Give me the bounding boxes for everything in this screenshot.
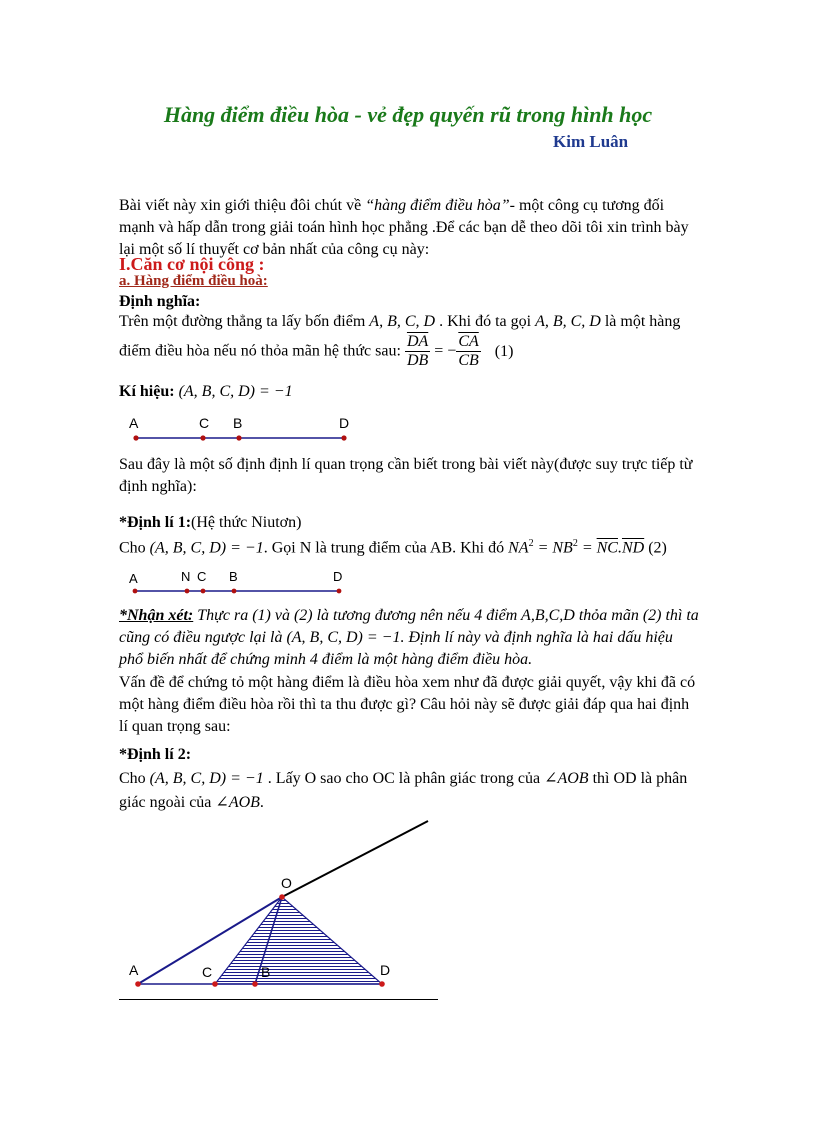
def-points-1: A, B, C, D: [369, 313, 436, 330]
equation-tag-1: (1): [494, 342, 514, 360]
document-title: [0, 102, 816, 128]
fraction-ca-cb: [456, 333, 480, 370]
t2-text-d: giác ngoài của: [119, 794, 216, 811]
t1-sq-1: 2: [528, 538, 534, 549]
t1-cond: (A, B, C, D) = −1: [149, 539, 264, 557]
frac1-denominator: DB: [406, 352, 429, 369]
remark-text-1: Thực ra (1) và (2) là tương đương nên nếu 4 điểm A,B,C,D thỏa mãn (2) thì ta cũng có điều ngược lại là: [119, 607, 699, 646]
theorem1-name: (Hệ thức Niutơn): [191, 514, 302, 531]
fig3-hatched-triangle: [215, 897, 382, 984]
t2-angle-2: ∠AOB: [215, 794, 260, 811]
fig3-point-a: [135, 981, 141, 987]
def-text-c: là một hàng: [600, 313, 681, 330]
t1-na: NA: [508, 539, 529, 557]
fig1-label-d: D: [339, 415, 350, 431]
intro-text-2: - một công cụ tương đối mạnh và hấp dẫn trong giải toán hình học phẳng .Để các bạn dễ theo dõi tôi xin trình bày lại một số lí thuyết cơ bản nhất của công cụ này:: [119, 197, 689, 258]
def-text-a: Trên một đường thẳng ta lấy bốn điểm: [119, 313, 370, 330]
t1-nc: $\overline{NC}$: [596, 539, 618, 557]
author-name: Kim Luân: [553, 132, 629, 151]
frac2-denominator: CB: [458, 352, 479, 369]
fig3-label-d: D: [380, 962, 391, 978]
fig1-point-b: [236, 435, 241, 440]
fig1-point-d: [341, 435, 346, 440]
fig2-point-n: [185, 589, 190, 594]
section-heading-1: I.Căn cơ nội công :: [119, 254, 265, 274]
after-figure1-paragraph: Sau đây là một số định định lí quan trọng cần biết trong bài viết này(được suy trực tiếp từ định nghĩa):: [119, 456, 693, 495]
fig3-label-c: C: [202, 964, 213, 980]
theorem2-line-1: [119, 768, 687, 788]
fig3-label-o: O: [281, 875, 292, 891]
fig2-point-a: [133, 589, 138, 594]
title-rest: - vẻ đẹp quyến rũ trong hình học: [349, 102, 653, 127]
theorem2-line-2: [119, 792, 264, 812]
fig1-point-c: [200, 435, 205, 440]
fig2-label-a: A: [129, 571, 138, 586]
theorem2-label: *Định lí 2:: [119, 746, 192, 763]
intro-paragraph: [119, 195, 699, 261]
notation-label: Kí hiệu:: [119, 383, 175, 400]
fig3-point-c: [212, 981, 218, 987]
fig3-ray-o: [282, 821, 428, 897]
intro-quote: “hàng điểm điều hòa”: [365, 197, 510, 214]
def-equals: = −: [430, 342, 457, 360]
definition-line-1: [119, 313, 680, 331]
fig2-label-c: C: [197, 569, 207, 584]
def-points-2: A, B, C, D: [535, 313, 601, 330]
t1-text-b: . Gọi N là trung điểm của AB. Khi đó: [263, 539, 509, 557]
t2-text-c: thì OD là phân: [588, 770, 688, 787]
transition-paragraph: Vấn đề để chứng tỏ một hàng điểm là điều hòa xem như đã được giải quyết, vậy khi đã có một hàng điểm điều hòa rồi thì ta thu được gì? Câu hỏi này sẽ được giải đáp qua hai định lí quan trọng sau:: [119, 674, 696, 735]
t1-sq-2: 2: [572, 538, 578, 549]
theorem1-statement: [119, 538, 667, 557]
t1-text-a: Cho: [119, 539, 150, 557]
fig3-point-b: [252, 981, 258, 987]
t1-nb: = NB: [533, 539, 573, 557]
subsection-heading-a: a. Hàng điểm điều hoà:: [119, 273, 268, 289]
fig3-label-a: A: [129, 962, 139, 978]
fig1-label-c: C: [199, 415, 210, 431]
figure-harmonic-range-2: [119, 566, 379, 600]
fig2-point-d: [337, 589, 342, 594]
t1-dot: .: [617, 539, 622, 557]
t1-nd: $\overline{ND}$: [621, 539, 645, 557]
def-text-b: . Khi đó ta gọi: [435, 313, 536, 330]
frac2-numerator: $\overline{CA}$: [458, 333, 479, 350]
t2-text-e: .: [259, 794, 264, 811]
definition-line-2: [119, 333, 513, 370]
intro-text-1: Bài viết này xin giới thiệu đôi chút về: [119, 197, 366, 214]
fig3-label-b: B: [261, 964, 271, 980]
remark-cond: (A, B, C, D) = −1: [286, 629, 401, 646]
def-line2-text: điểm điều hòa nếu nó thỏa mãn hệ thức sau:: [119, 342, 405, 360]
fig2-label-b: B: [229, 569, 238, 584]
t2-cond: (A, B, C, D) = −1: [149, 770, 264, 787]
equation-tag-2: (2): [648, 539, 667, 557]
fig2-point-b: [232, 589, 237, 594]
fig2-point-c: [201, 589, 206, 594]
remark-text-2: . Định lí này và định nghĩa là hai dấu hiệu phổ biến nhất để chứng minh 4 điểm là một hàng điểm điều hòa.: [119, 629, 673, 668]
fig2-label-d: D: [333, 569, 343, 584]
remark-paragraph: [119, 605, 699, 671]
theorem1-heading: [119, 514, 301, 532]
fig3-point-o: [279, 894, 285, 900]
remark-label: *Nhận xét:: [119, 607, 194, 624]
title-main: Hàng điểm điều hòa: [163, 102, 350, 127]
definition-label: Định nghĩa:: [119, 293, 201, 310]
frac1-numerator: $\overline{DA}$: [406, 333, 429, 350]
fraction-da-db: [405, 333, 430, 370]
t1-eq: =: [577, 539, 597, 557]
figure-harmonic-range-1: [119, 412, 379, 452]
notation-expr: (A, B, C, D) = −1: [178, 383, 293, 400]
t2-text-a: Cho: [119, 770, 150, 787]
t2-angle-1: ∠AOB: [544, 770, 589, 787]
figure-angle-bisector: [110, 815, 450, 1010]
fig1-label-b: B: [233, 415, 243, 431]
fig3-point-d: [379, 981, 385, 987]
separator-line: [119, 999, 438, 1000]
fig2-label-n: N: [181, 569, 191, 584]
fig1-label-a: A: [129, 415, 139, 431]
t2-text-b: . Lấy O sao cho OC là phân giác trong của: [263, 770, 545, 787]
theorem1-label: *Định lí 1:: [119, 514, 192, 531]
notation-line: [119, 383, 293, 401]
fig1-point-a: [133, 435, 138, 440]
